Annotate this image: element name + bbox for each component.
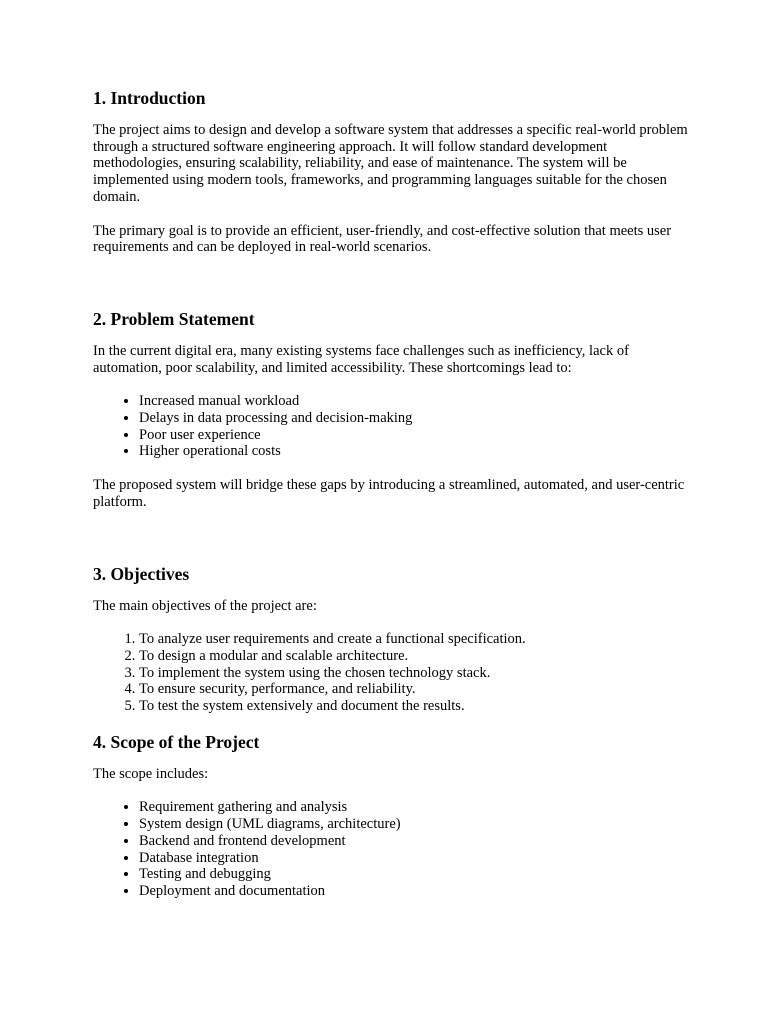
problem-statement-bullet-list [93, 393, 693, 460]
list-item: • Deployment and documentation [139, 883, 693, 900]
list-item: • Poor user experience [139, 427, 693, 444]
list-item: • Higher operational costs [139, 443, 693, 460]
introduction-paragraph-1: The project aims to design and develop a software system that addresses a specific real-world problem through a structured software engineering approach. It will follow standard development methodologies, ensuring scalability, reliability, and ease of maintenance. The system will be implemented using modern tools, frameworks, and programming languages suitable for the chosen domain. [93, 122, 688, 205]
list-item: • Increased manual workload [139, 393, 693, 410]
list-item: 2. To design a modular and scalable architecture. [139, 648, 693, 665]
list-item: • Delays in data processing and decision-making [139, 410, 693, 427]
introduction-paragraph-2: The primary goal is to provide an efficient, user-friendly, and cost-effective solution that meets user requirements and can be deployed in real-world scenarios. [93, 222, 672, 256]
document-page [93, 88, 693, 900]
section-heading-introduction: 1. Introduction [93, 88, 206, 108]
problem-statement-outro: The proposed system will bridge these gaps by introducing a streamlined, automated, and user-centric platform. [93, 477, 685, 510]
list-item: • Backend and frontend development [139, 833, 693, 850]
objectives-numbered-list [93, 631, 693, 715]
scope-bullet-list [93, 799, 693, 899]
objectives-intro: The main objectives of the project are: [93, 597, 317, 614]
list-item: 1. To analyze user requirements and create a functional specification. [139, 631, 693, 648]
list-item: • Database integration [139, 850, 693, 867]
list-item: • Requirement gathering and analysis [139, 799, 693, 816]
scope-intro: The scope includes: [93, 765, 209, 782]
list-item: 3. To implement the system using the chosen technology stack. [139, 665, 693, 682]
list-item: • System design (UML diagrams, architecture) [139, 816, 693, 833]
section-heading-problem-statement: 2. Problem Statement [93, 308, 255, 329]
list-item: 4. To ensure security, performance, and reliability. [139, 681, 693, 698]
section-heading-objectives: 3. Objectives [93, 563, 190, 584]
list-item: • Testing and debugging [139, 866, 693, 883]
section-heading-scope: 4. Scope of the Project [93, 731, 260, 752]
list-item: 5. To test the system extensively and document the results. [139, 698, 693, 715]
problem-statement-intro: In the current digital era, many existing systems face challenges such as inefficiency, lack of automation, poor scalability, and limited accessibility. These shortcomings lead to: [93, 342, 629, 376]
